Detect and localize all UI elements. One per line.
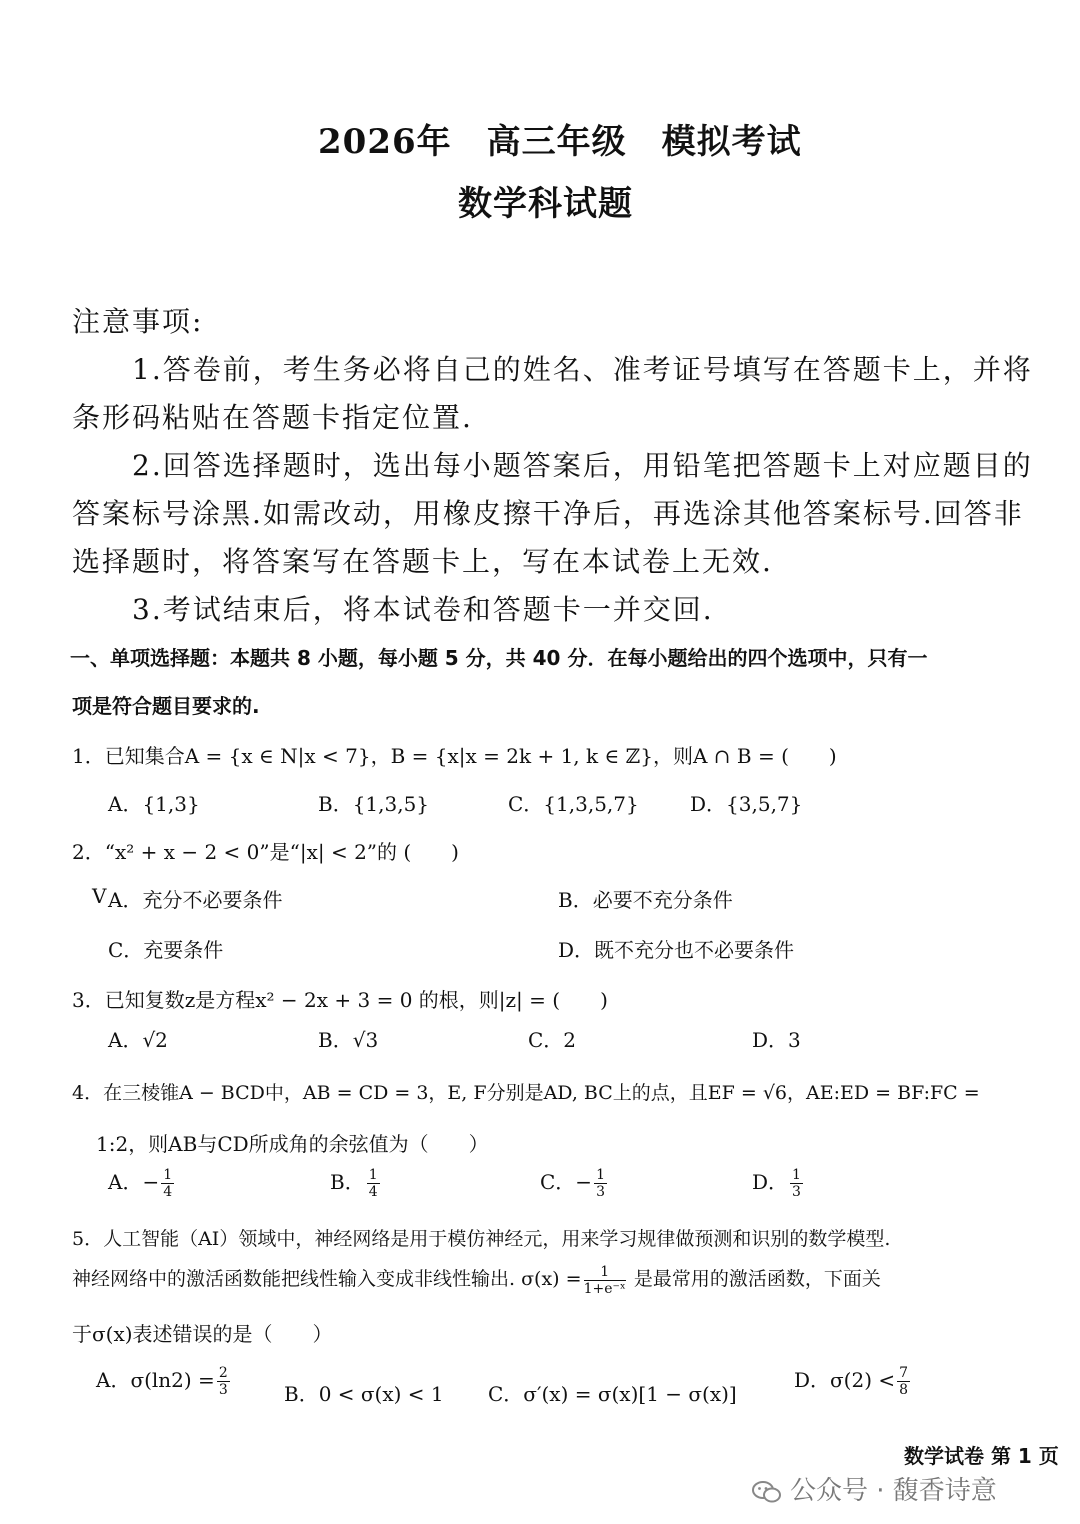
exam-title: 2026年 高三年级 模拟考试: [318, 122, 802, 162]
question-5-option-d: [794, 1364, 912, 1397]
question-4-option-d-fraction: [790, 1168, 803, 1199]
notice-item-2-line-2: 答案标号涂黑.如需改动，用橡皮擦干净后，再选涂其他答案标号.回答非: [72, 497, 1024, 530]
question-1-option-c: C．{1,3,5,7}: [508, 792, 639, 816]
question-5-option-d-fraction: [897, 1366, 910, 1397]
section-heading-line-2: 项是符合题目要求的.: [72, 694, 260, 718]
question-4-option-a: [108, 1166, 176, 1199]
question-1-option-d: D．{3,5,7}: [690, 792, 803, 816]
fraction-numerator: 1: [368, 1167, 378, 1183]
question-5-stem-line-2: [72, 1264, 881, 1296]
question-1-stem: 1．已知集合A = {x ∈ N|x < 7}，B = {x|x = 2k + 1, k ∈ ℤ}，则A ∩ B = ( ): [72, 744, 837, 768]
notice-item-3: 3.考试结束后，将本试卷和答题卡一并交回.: [132, 593, 714, 626]
question-4-option-a-prefix: A．−: [108, 1170, 160, 1194]
fraction-denominator: 4: [163, 1184, 173, 1200]
question-5-stem-line-1: 5．人工智能（AI）领域中，神经网络是用于模仿神经元，用来学习规律做预测和识别的数学模型.: [72, 1228, 891, 1250]
question-5-option-b: B．0 < σ(x) < 1: [284, 1382, 444, 1406]
question-4-option-a-fraction: [161, 1168, 174, 1199]
question-4-option-c-fraction: [594, 1168, 607, 1199]
wechat-icon: [752, 1480, 782, 1504]
question-5-option-a: [96, 1364, 232, 1397]
question-2-option-c: C．充要条件: [108, 938, 224, 962]
fraction-denominator: 3: [218, 1382, 228, 1398]
fraction-numerator: 1: [163, 1167, 173, 1183]
section-heading-line-1: 一、单项选择题：本题共 8 小题，每小题 5 分，共 40 分．在每小题给出的四个选项中，只有一: [70, 646, 928, 670]
question-2-stem: 2．“x² + x − 2 < 0”是“|x| < 2”的 ( ): [72, 840, 459, 864]
question-5-stem-line-3: 于σ(x)表述错误的是（ ）: [72, 1322, 333, 1346]
question-4-stem-line-2: 1:2，则AB与CD所成角的余弦值为（ ）: [96, 1132, 489, 1156]
question-3-option-b: B．√3: [318, 1028, 379, 1052]
question-4-option-b-fraction: [367, 1168, 380, 1199]
question-3-option-d: D．3: [752, 1028, 801, 1052]
question-4-stem-line-1: 4．在三棱锥A − BCD中，AB = CD = 3，E, F分别是AD, BC上的点，且EF = √6，AE:ED = BF:FC =: [72, 1082, 980, 1104]
notice-item-1-line-2: 条形码粘贴在答题卡指定位置.: [72, 401, 473, 434]
notice-heading: 注意事项:: [72, 305, 204, 338]
question-5-option-d-prefix: D．σ(2) <: [794, 1368, 896, 1392]
fraction-numerator: 1: [792, 1167, 801, 1183]
fraction-numerator: 1: [584, 1265, 626, 1281]
handwritten-check-mark: V: [92, 884, 107, 908]
fraction-denominator: 8: [899, 1382, 909, 1398]
sigmoid-fraction: [584, 1265, 626, 1296]
page-footer: 数学试卷 第 1 页: [904, 1444, 1059, 1468]
question-4-option-d-prefix: D．: [752, 1170, 789, 1194]
question-3-option-a: A．√2: [108, 1028, 168, 1052]
fraction-denominator: 3: [792, 1184, 801, 1200]
question-5-option-a-fraction: [217, 1366, 230, 1397]
question-2-option-b: B．必要不充分条件: [558, 888, 733, 912]
question-5-option-c: C．σ′(x) = σ(x)[1 − σ(x)]: [488, 1382, 737, 1406]
question-5-stem-line-2-pre: 神经网络中的激活函数能把线性输入变成非线性输出. σ(x) =: [72, 1268, 582, 1290]
question-4-option-c: [540, 1166, 609, 1199]
notice-item-2-line-3: 选择题时，将答案写在答题卡上，写在本试卷上无效.: [72, 545, 773, 578]
question-4-option-b: [330, 1166, 382, 1199]
question-1-option-b: B．{1,3,5}: [318, 792, 430, 816]
notice-item-1-line-1: 1.答卷前，考生务必将自己的姓名、准考证号填写在答题卡上，并将: [132, 353, 1033, 386]
question-1-option-a: A．{1,3}: [108, 792, 200, 816]
question-2-option-a: A．充分不必要条件: [108, 888, 283, 912]
question-3-stem: 3．已知复数z是方程x² − 2x + 3 = 0 的根，则|z| = ( ): [72, 988, 608, 1012]
question-4-option-d: [752, 1166, 805, 1199]
fraction-numerator: 1: [596, 1167, 605, 1183]
watermark: [752, 1470, 997, 1507]
fraction-denominator: 1+e⁻ˣ: [583, 1280, 626, 1297]
fraction-numerator: 7: [899, 1365, 909, 1381]
notice-item-2-line-1: 2.回答选择题时，选出每小题答案后，用铅笔把答题卡上对应题目的: [132, 449, 1033, 482]
question-2-option-d: D．既不充分也不必要条件: [558, 938, 795, 962]
watermark-text: 公众号 · 馥香诗意: [790, 1476, 997, 1506]
fraction-denominator: 3: [596, 1184, 605, 1200]
question-5-option-a-prefix: A．σ(ln2) =: [96, 1368, 215, 1392]
question-5-stem-line-2-post: 是最常用的激活函数，下面关: [633, 1268, 881, 1290]
fraction-denominator: 4: [368, 1184, 378, 1200]
question-4-option-c-prefix: C．−: [540, 1170, 593, 1194]
question-4-option-b-prefix: B．: [330, 1170, 365, 1194]
question-3-option-c: C．2: [528, 1028, 577, 1052]
subject-title: 数学科试题: [458, 184, 633, 224]
fraction-numerator: 2: [218, 1365, 228, 1381]
